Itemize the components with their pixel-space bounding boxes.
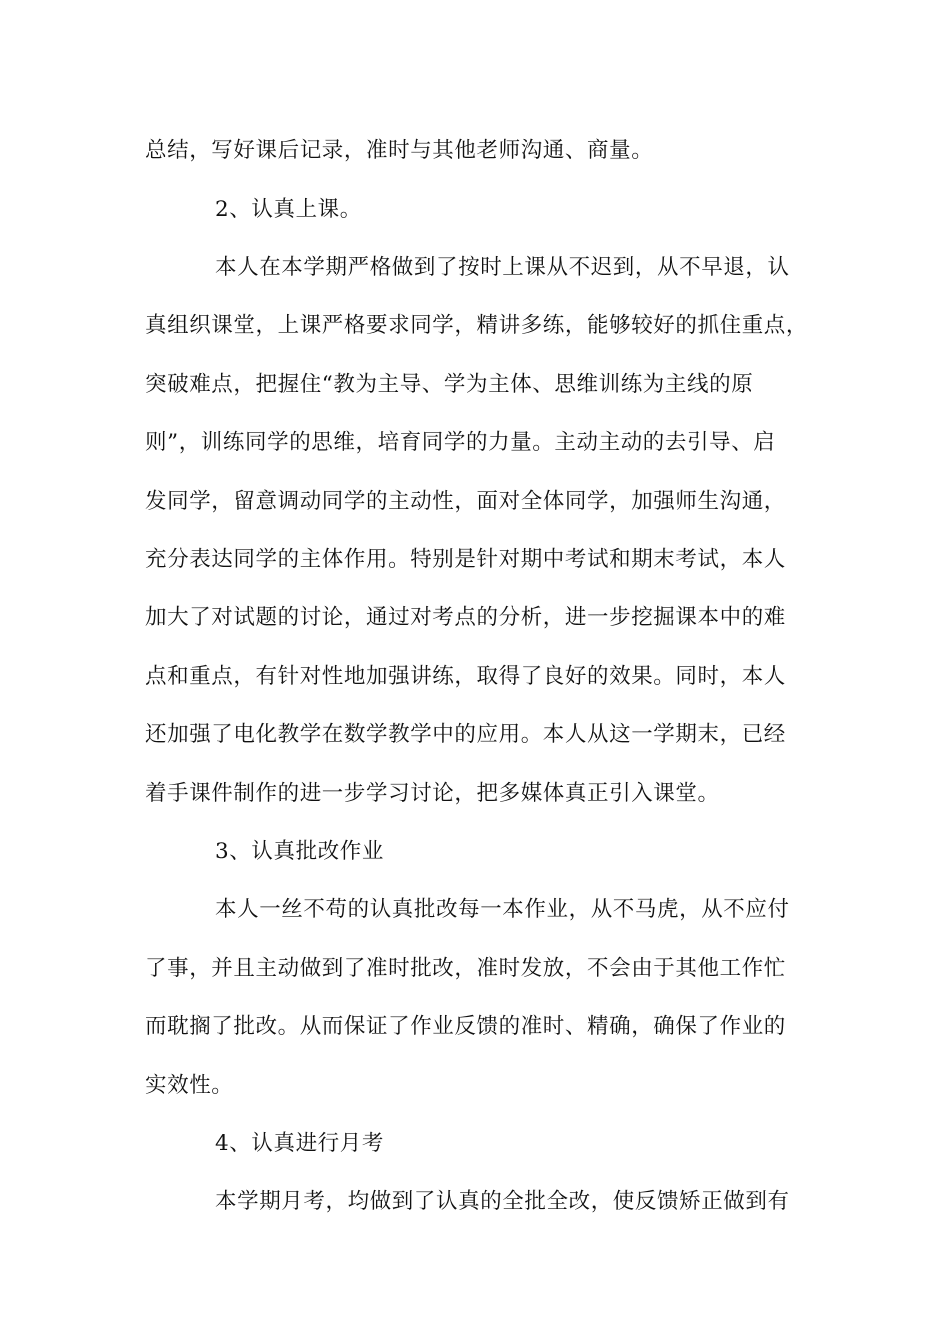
- paragraph-line: 突破难点，把握住“教为主导、学为主体、思维训练为主线的原: [145, 372, 754, 397]
- paragraph-line: 本学期月考，均做到了认真的全批全改，使反馈矫正做到有: [215, 1189, 790, 1214]
- paragraph-line: 充分表达同学的主体作用。特别是针对期中考试和期末考试，本人: [145, 547, 786, 572]
- paragraph-line: 本人在本学期严格做到了按时上课从不迟到，从不早退，认: [215, 255, 790, 280]
- paragraph-line: 了事，并且主动做到了准时批改，准时发放，不会由于其他工作忙: [145, 956, 786, 981]
- section-heading: 2、认真上课。: [215, 197, 362, 222]
- paragraph-line: 加大了对试题的讨论，通过对考点的分析，进一步挖掘课本中的难: [145, 605, 786, 630]
- section-heading: 4、认真进行月考: [215, 1131, 384, 1156]
- paragraph-line: 实效性。: [145, 1073, 234, 1098]
- paragraph-line: 着手课件制作的进一步学习讨论，把多媒体真正引入课堂。: [145, 781, 720, 806]
- paragraph-line: 本人一丝不苟的认真批改每一本作业，从不马虎，从不应付: [215, 897, 790, 922]
- paragraph-line: 而耽搁了批改。从而保证了作业反馈的准时、精确，确保了作业的: [145, 1014, 786, 1039]
- paragraph-line: 点和重点，有针对性地加强讲练，取得了良好的效果。同时，本人: [145, 664, 786, 689]
- paragraph-line: 真组织课堂，上课严格要求同学，精讲多练，能够较好的抓住重点，: [145, 313, 809, 338]
- section-heading: 3、认真批改作业: [215, 839, 384, 864]
- paragraph-line: 总结，写好课后记录，准时与其他老师沟通、商量。: [145, 138, 654, 163]
- paragraph-line: 还加强了电化教学在数学教学中的应用。本人从这一学期末，已经: [145, 722, 786, 747]
- paragraph-line: 发同学，留意调动同学的主动性，面对全体同学，加强师生沟通，: [145, 489, 786, 514]
- paragraph-line: 则”，训练同学的思维，培育同学的力量。主动主动的去引导、启: [145, 430, 776, 455]
